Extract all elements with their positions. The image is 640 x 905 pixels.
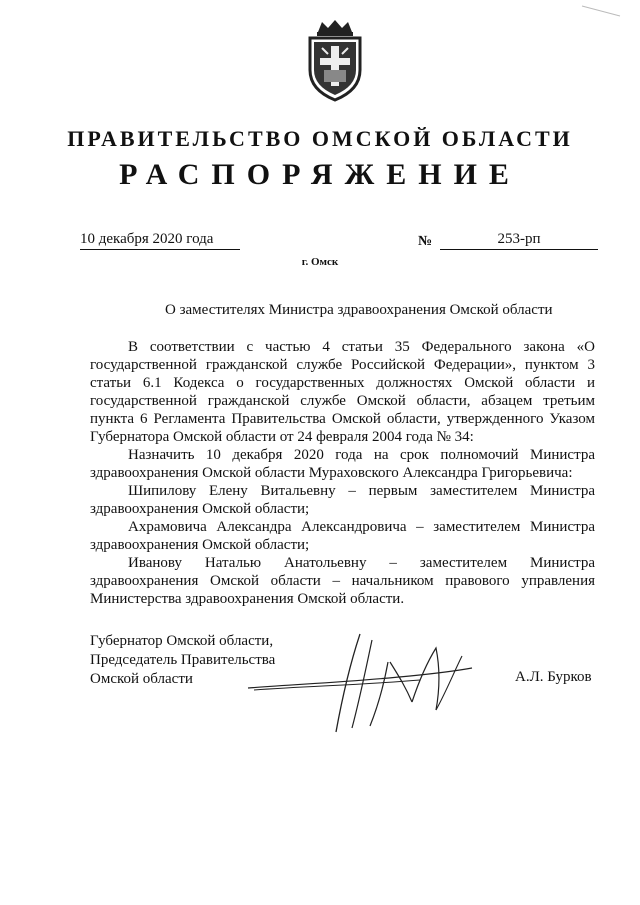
signer-name: А.Л. Бурков xyxy=(515,669,592,685)
paragraph-item-3: Иванову Наталью Анатольевну – заместителем Министра здравоохранения Омской области – начальником правового управления Министерства здравоохранения Омской области. xyxy=(90,555,595,607)
paragraph-item-2: Ахрамовича Александра Александровича – заместителем Министра здравоохранения Омской области; xyxy=(90,519,595,553)
signer-title-line: Губернатор Омской области, xyxy=(90,633,274,649)
document-city: г. Омск xyxy=(301,256,339,268)
signer-title-line: Омской области xyxy=(90,671,193,687)
paragraph-item-1: Шипилову Елену Витальевну – первым заместителем Министра здравоохранения Омской области; xyxy=(90,483,595,517)
org-title: ПРАВИТЕЛЬСТВО ОМСКОЙ ОБЛАСТИ xyxy=(67,126,573,151)
paragraph-preamble: В соответствии с частью 4 статьи 35 Федерального закона «О государственной гражданской службе Российской Федерации», пунктом 3 статьи 6.1 Кодекса о государственных должностях Омской области и государственной гражданской службе Омской области, абзацем третьим пункта 6 Регламента Правительства Омской области, утвержденного Указом Губернатора Омской области от 24 февраля 2004 года № 34: xyxy=(90,339,595,445)
scan-mark xyxy=(580,4,624,18)
document-date: 10 декабря 2020 года xyxy=(80,231,240,250)
document-body xyxy=(90,338,595,608)
document-type: РАСПОРЯЖЕНИЕ xyxy=(119,158,521,191)
number-sign: № xyxy=(418,234,433,249)
document-subject: О заместителях Министра здравоохранения Омской области xyxy=(165,302,553,318)
coat-of-arms-icon xyxy=(300,18,370,102)
paragraph-appoint: Назначить 10 декабря 2020 года на срок полномочий Министра здравоохранения Омской области Мураховского Александра Григорьевича: xyxy=(90,447,595,481)
handwritten-signature xyxy=(240,628,480,740)
document-number: 253-рп xyxy=(440,231,598,250)
signer-title-line: Председатель Правительства xyxy=(90,652,276,668)
